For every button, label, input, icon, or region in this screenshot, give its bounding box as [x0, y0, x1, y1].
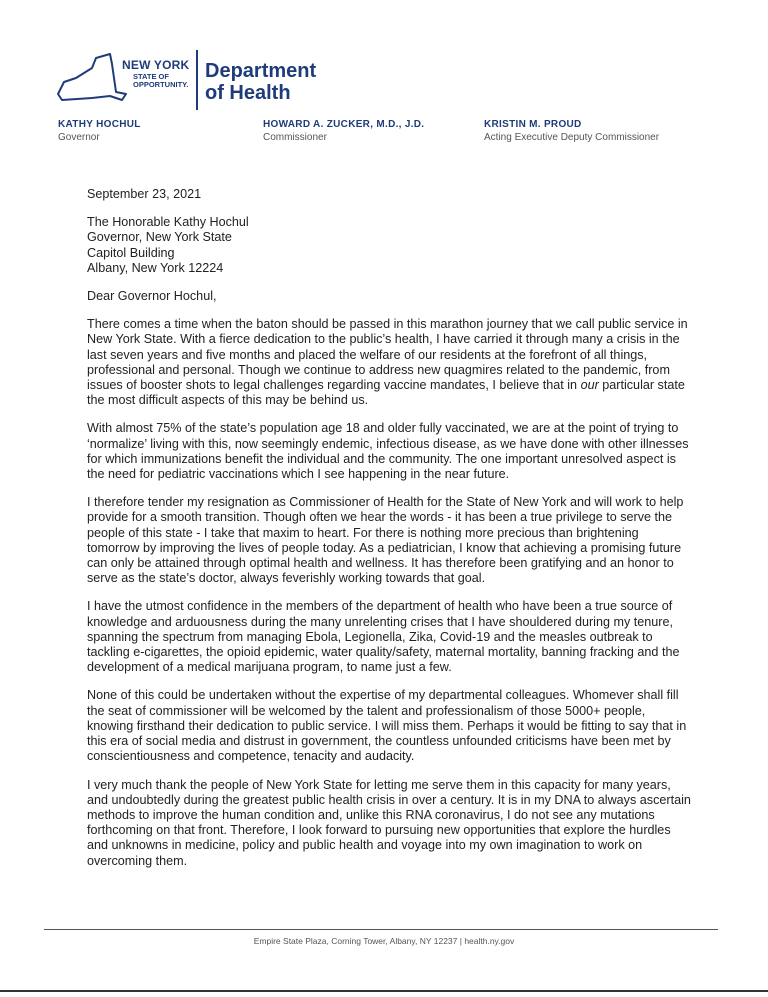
- official-deputy-commissioner: [484, 118, 659, 144]
- paragraph-2: With almost 75% of the state’s population age 18 and older fully vaccinated, we are at the point of trying to ‘normalize’ living with this, now seemingly endemic, infectious disease, as we have done with other illnesses for which immunizations benefit the individual and the community. The one important unresolved aspect is the need for pediatric vaccinations which I see happening in the near future.: [87, 421, 689, 482]
- official-name: KATHY HOCHUL: [58, 119, 141, 130]
- department-line1: Department: [205, 60, 317, 82]
- footer-address: Empire State Plaza, Corning Tower, Albany, NY 12237 | health.ny.gov: [253, 936, 515, 946]
- paragraph-1: [87, 317, 693, 408]
- paragraph-5: None of this could be undertaken without the expertise of my departmental colleagues. Whomever shall fill the seat of commissioner will be welcomed by the talent and professionalism of those 5000+ people, knowing firsthand their dedication to public service. I will miss them. Perhaps it would be fitting to say that in this era of social media and distrust in government, the countless unfounded criticisms have been met by conscientiousness and competence, tenacity and audacity.: [87, 688, 687, 764]
- letter-date: September 23, 2021: [87, 187, 202, 201]
- state-name: NEW YORK: [122, 58, 190, 72]
- paragraph-3: I therefore tender my resignation as Commissioner of Health for the State of New York and will work to help provide for a smooth transition. Though often we hear the words - it has been a true privilege to serve the people of this state - I take that maxim to heart. For there is nothing more precious than brightening tomorrow by improving the lives of people today. As a pediatrician, I know that achieving a promising future can only be attained through optimal health and wellness. It has therefore been gratifying and an honor to serve as the state’s doctor, always feverishly working towards that goal.: [87, 495, 684, 586]
- department-line2: of Health: [205, 82, 291, 104]
- letterhead-divider: [196, 50, 198, 110]
- nys-logo: [52, 48, 202, 116]
- state-tagline-line2: OPPORTUNITY.: [133, 80, 189, 89]
- state-tagline: [133, 73, 188, 89]
- recipient-address: [87, 215, 693, 276]
- page-bottom-edge: [0, 990, 768, 992]
- official-title: Governor: [58, 132, 100, 143]
- paragraph-4: I have the utmost confidence in the members of the department of health who have been a true source of knowledge and arduousness during the many unrelenting crises that I have shouldered during my tenure, spanning the spectrum from managing Ebola, Legionella, Zika, Covid-19 and the measles outbreak to tackling e-cigarettes, the opioid epidemic, water quality/safety, maternal mortality, banning fracking and the development of a medical marijuana program, to name just a few.: [87, 599, 680, 675]
- address-line: Capitol Building: [87, 245, 175, 260]
- official-name: HOWARD A. ZUCKER, M.D., J.D.: [263, 119, 425, 130]
- address-line: Albany, New York 12224: [87, 260, 224, 275]
- emphasis-text: our: [580, 378, 599, 393]
- address-line: The Honorable Kathy Hochul: [87, 215, 249, 230]
- paragraph-text: particular state the most difficult aspects of this may be behind us.: [87, 378, 685, 408]
- letter-body: [87, 187, 693, 882]
- address-line: Governor, New York State: [87, 230, 232, 245]
- official-title: Acting Executive Deputy Commissioner: [484, 132, 660, 143]
- salutation: Dear Governor Hochul,: [87, 289, 217, 304]
- paragraph-text: There comes a time when the baton should be passed in this marathon journey that we call public service in New York State. With a fierce dedication to the public’s health, I have carried it through many a crisis in the last seven years and five months and placed the welfare of our residents at the forefront of all things, professional and personal. Though we continue to address new quagmires related to the pandemic, from issues of booster shots to legal challenges regarding vaccine mandates, I believe that in: [87, 317, 688, 393]
- footer-divider: [44, 929, 718, 930]
- official-governor: [58, 118, 141, 144]
- official-title: Commissioner: [263, 132, 327, 143]
- paragraph-6: I very much thank the people of New York State for letting me serve them in this capacity for many years, and undoubtedly during the greatest public health crisis in over a century. It is in my DNA to always ascertain methods to improve the human condition and, unlike this RNA coronavirus, I do not see any mutations forthcoming on that front. Therefore, I look forward to pursuing new opportunities that explore the hurdles and unknowns in medicine, policy and public health and voyage into my own imagination to work on overcoming them.: [87, 777, 691, 868]
- department-name: [205, 60, 316, 104]
- new-york-state-map-icon: [52, 48, 132, 108]
- official-commissioner: [263, 118, 424, 144]
- state-tagline-line1: STATE OF: [133, 72, 169, 81]
- official-name: KRISTIN M. PROUD: [484, 119, 582, 130]
